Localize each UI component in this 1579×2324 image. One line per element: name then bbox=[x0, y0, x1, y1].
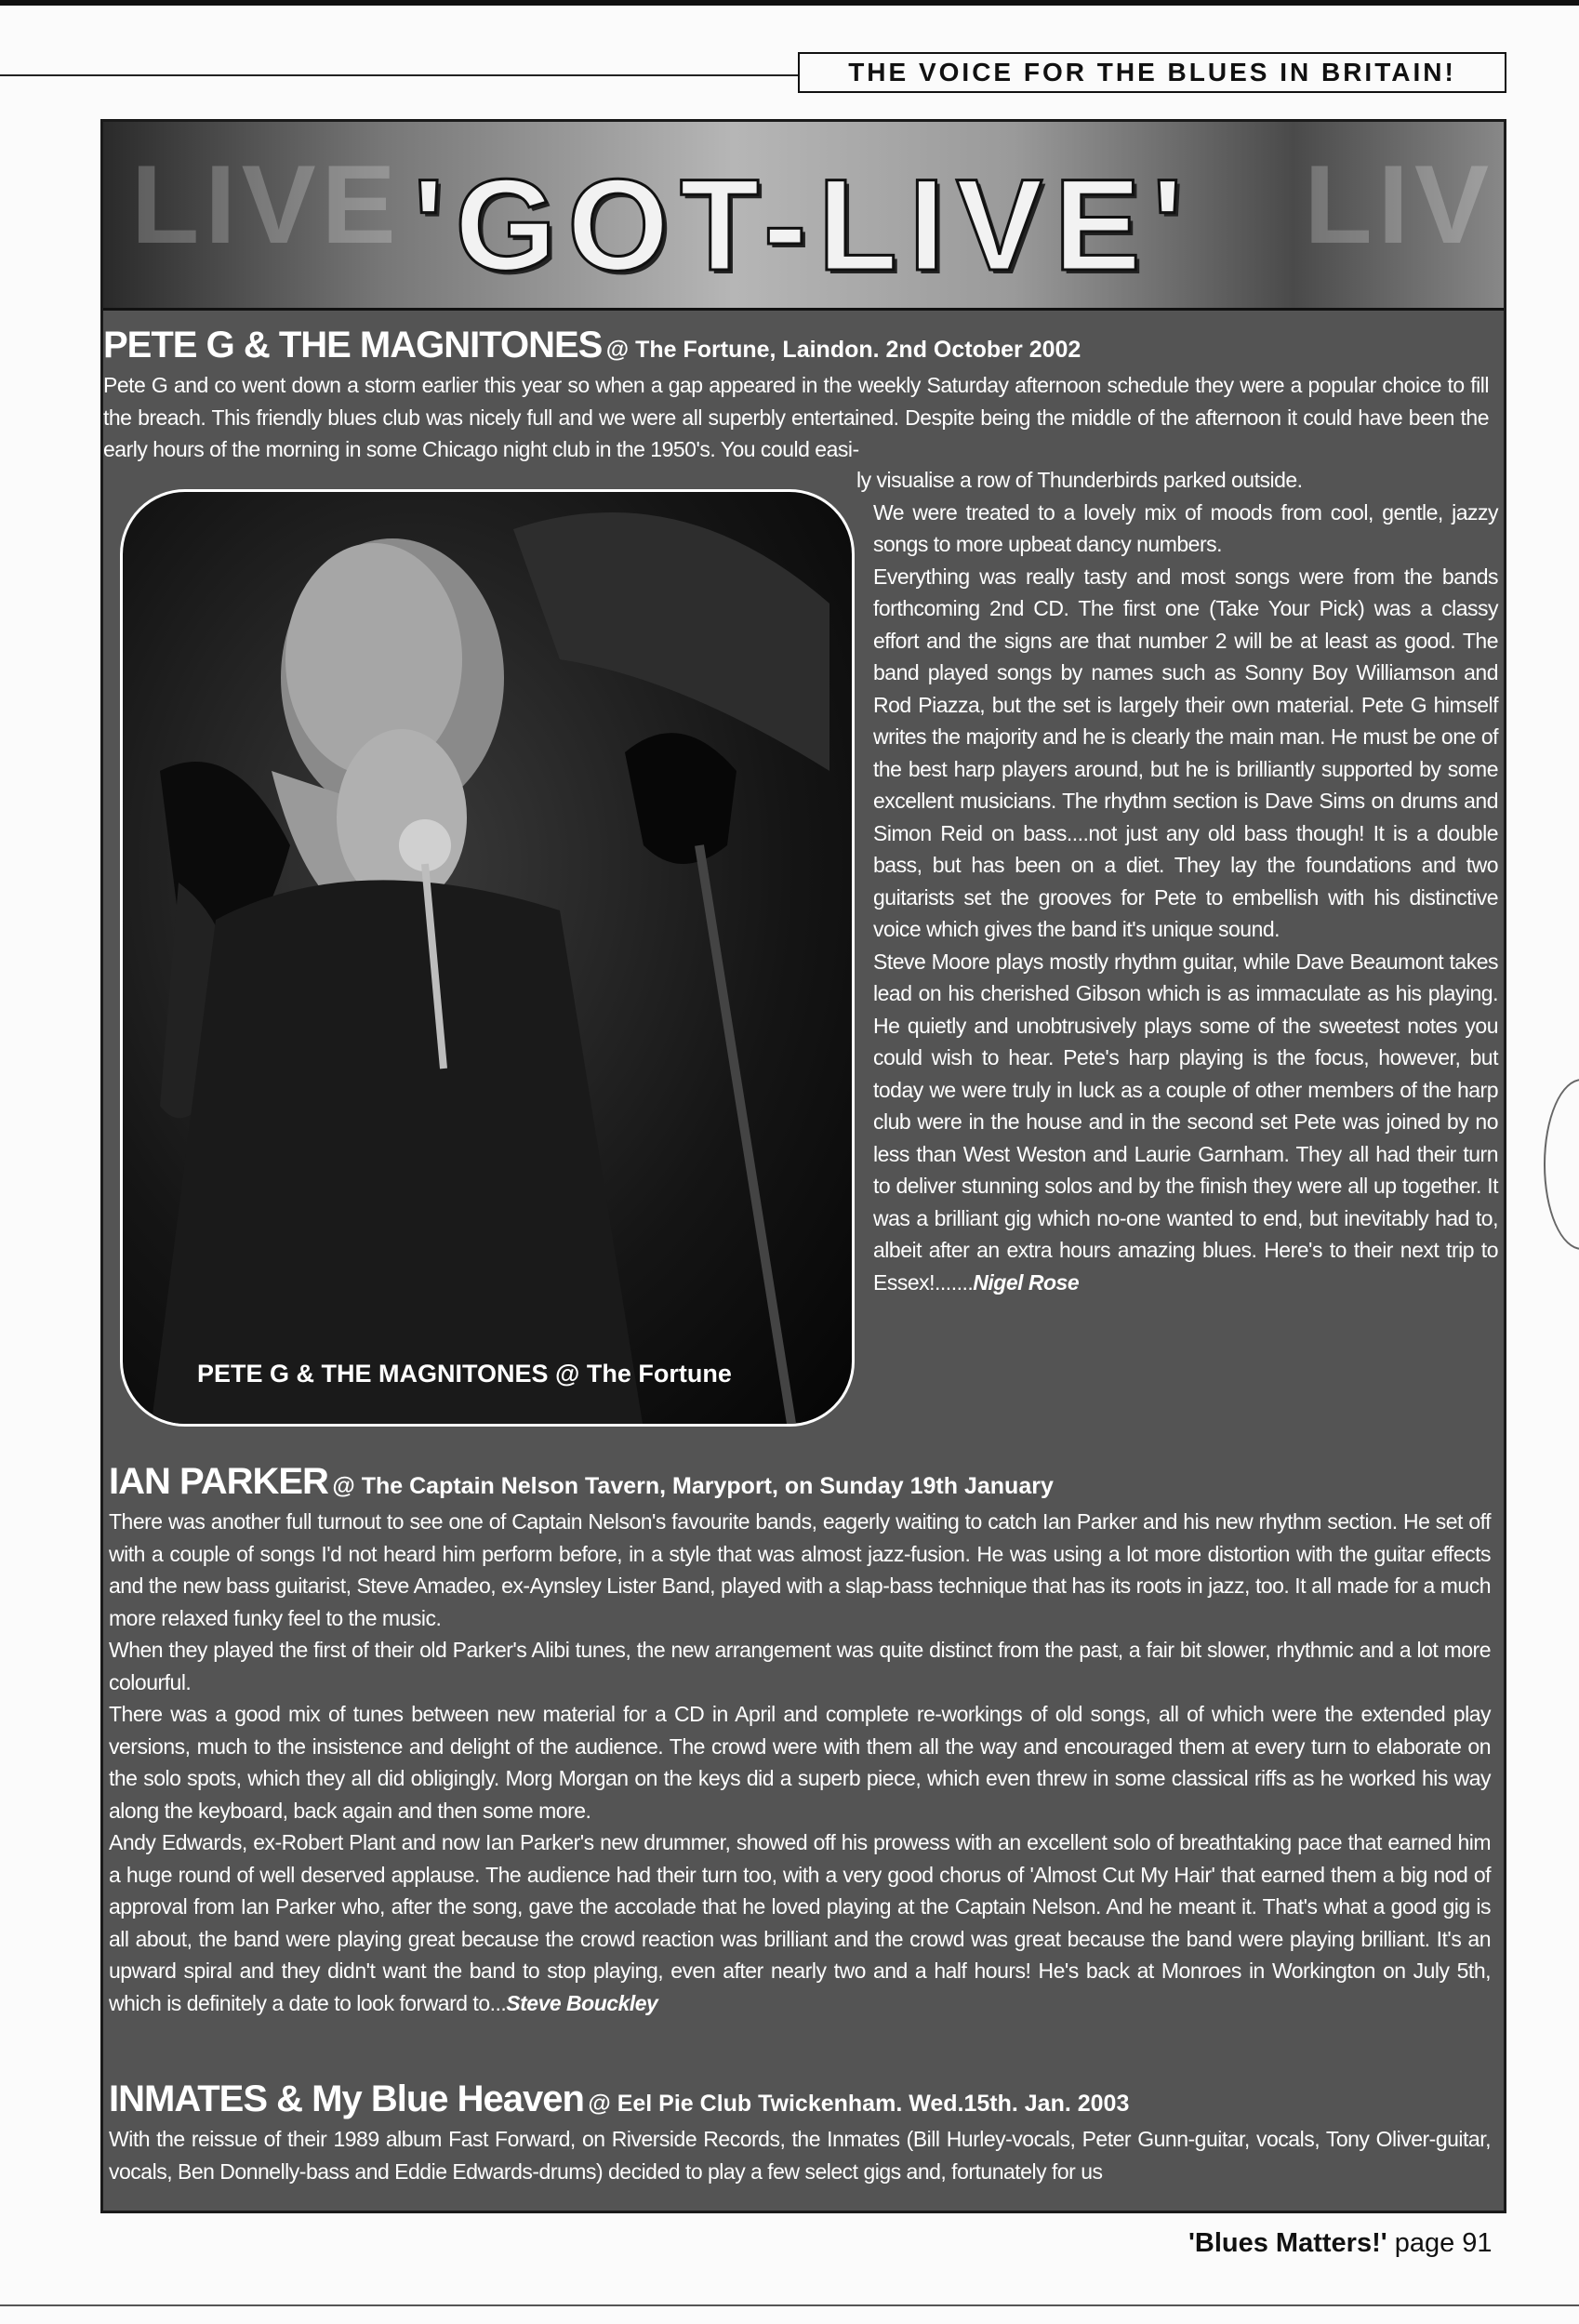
review1-heading bbox=[103, 325, 1081, 366]
review3-heading bbox=[109, 2078, 1129, 2120]
review2-band: IAN PARKER bbox=[109, 1461, 328, 1502]
review1-band: PETE G & THE MAGNITONES bbox=[103, 325, 603, 365]
footer-page-number: page 91 bbox=[1394, 2228, 1493, 2258]
footer-rule bbox=[0, 2304, 1579, 2306]
review2-venue: @ The Captain Nelson Tavern, Maryport, on Sunday 19th January bbox=[332, 1473, 1054, 1499]
review1-author: Nigel Rose bbox=[973, 1269, 1080, 1295]
review2-p1: There was another full turnout to see one of Captain Nelson's favourite bands, eagerly waiting to catch Ian Parker and his new rhythm section. He set off with a couple of songs I'd not heard him perform before, in a style that was almost jazz-fusion. He was using a lot more distortion with the guitar effects and the new bass guitarist, Steve Amadeo, ex-Aynsley Lister Band, played with a slap-bass technique that has its roots in jazz, too. It all made for a much more relaxed funky feel to the music. bbox=[109, 1509, 1491, 1630]
review2-heading bbox=[109, 1461, 1054, 1503]
review1-column bbox=[856, 464, 1498, 1298]
review1-venue: @ The Fortune, Laindon. 2nd October 2002 bbox=[605, 337, 1081, 363]
footer-magazine: 'Blues Matters!' bbox=[1188, 2228, 1387, 2258]
review1-p4: Steve Moore plays mostly rhythm guitar, while Dave Beaumont takes lead on his cherished Gibson which is as immaculate as his playing. He quietly and unobtrusively plays some of the sweetest notes you could wish to hear. Pete's harp playing is the focus, however, but today we were truly in luck as a couple of other members of the harp club were in the house and in the second set Pete was joined by no less than West Weston and Laurie Garnham. They all had their turn to deliver stunning solos and by the finish they were all up together. It was a brilliant gig which no-one wanted to end, but inevitably had to, albeit after an extra hours amazing blues. Here's to their next trip to Essex!.......Nigel Rose bbox=[873, 949, 1498, 1295]
review2-p4: Andy Edwards, ex-Robert Plant and now Ian Parker's new drummer, showed off his prowess with an excellent solo of breathtaking pace that earned him a huge round of well deserved applause. The audience had their turn too, with a very good chorus of 'Almost Cut My Hair' that earned them a big nod of approval from Ian Parker who, after the song, gave the accolade that he loved playing at the Captain Nelson. And he meant it. That's what a good gig is all about, the band were playing great because the crowd reaction was brilliant and the crowd was great because the band were playing brilliant. It's an upward spiral and they didn't want the band to stop playing, even after nearly two and a half hours! He's back at Monroes in Workington on July 5th, which is definitely a date to look forward to...Steve Bouckley bbox=[109, 1830, 1491, 2015]
page-footer bbox=[1188, 2228, 1493, 2259]
banner-ghost-text-left: LIVE bbox=[131, 142, 402, 267]
review1-p3: Everything was really tasty and most songs were from the bands forthcoming 2nd CD. The first one (Take Your Pick) was a classy effort and the signs are that number 2 will be at least as good. The band played songs by names such as Sonny Boy Williamson and Rod Piazza, but the set is largely their own material. Pete G himself writes the majority and he is clearly the main man. He must be one of the best harp players around, but he is brilliantly supported by some excellent musicians. The rhythm section is Dave Sims on drums and Simon Reid on bass....not just any old bass though! It is a double bass, but has been on a diet. They lay the foundations and two guitarists set the grooves for Pete to embellish with his distinctive voice which gives the band it's unique sound. bbox=[873, 564, 1498, 941]
band-photo bbox=[120, 489, 855, 1427]
page-edge-arc bbox=[1544, 1079, 1579, 1250]
review1-intro: Pete G and co went down a storm earlier this year so when a gap appeared in the weekly Saturday afternoon schedule they were a popular choice to fill the breach. This friendly blues club was nicely full and we were all superbly entertained. Despite being the middle of the afternoon it could have been the early hours of the morning in some Chicago night club in the 1950's. You could easi- bbox=[103, 373, 1489, 461]
review3-p1: With the reissue of their 1989 album Fast Forward, on Riverside Records, the Inmates (Bill Hurley-vocals, Peter Gunn-guitar, vocals, Tony Oliver-guitar, vocals, Ben Donnelly-bass and Eddie Edwards-drums) decided to play a few select gigs and, fortunately for us bbox=[109, 2127, 1491, 2184]
banner-title: 'GOT-LIVE' bbox=[413, 152, 1194, 298]
header-tagline: THE VOICE FOR THE BLUES IN BRITAIN! bbox=[798, 52, 1506, 93]
review2-body bbox=[109, 1506, 1491, 2019]
photo-caption: PETE G & THE MAGNITONES @ The Fortune bbox=[197, 1360, 732, 1388]
review2-p3: There was a good mix of tunes between new material for a CD in April and complete re-workings of old songs, all of which were the extended play versions, much to the insistence and delight of the audience. The crowd were with them all the way and encouraged them at every turn to elaborate on the solo spots, which they all did obligingly. Morg Morgan on the keys did a superb piece, which even threw in some classical riffs as he worked his way along the keyboard, back again and then some more. bbox=[109, 1702, 1491, 1823]
banner-ghost-text-right: LIV bbox=[1304, 142, 1494, 267]
live-reviews-panel bbox=[100, 119, 1506, 2213]
top-edge-bar bbox=[0, 0, 1579, 6]
header-rule bbox=[0, 74, 800, 76]
review2-p2: When they played the first of their old Parker's Alibi tunes, the new arrangement was quite distinct from the past, a fair bit slower, rhythmic and a lot more colourful. bbox=[109, 1638, 1491, 1694]
review1-p2: We were treated to a lovely mix of moods from cool, gentle, jazzy songs to more upbeat dancy numbers. bbox=[873, 499, 1498, 556]
review1-p1: ly visualise a row of Thunderbirds parked outside. bbox=[856, 468, 1303, 492]
review3-band: INMATES & My Blue Heaven bbox=[109, 2078, 584, 2119]
review2-author: Steve Bouckley bbox=[506, 1990, 658, 2015]
photo-illustration bbox=[123, 492, 855, 1427]
section-banner bbox=[103, 122, 1504, 311]
review3-venue: @ Eel Pie Club Twickenham. Wed.15th. Jan. 2003 bbox=[588, 2091, 1130, 2117]
review3-body bbox=[109, 2123, 1491, 2187]
